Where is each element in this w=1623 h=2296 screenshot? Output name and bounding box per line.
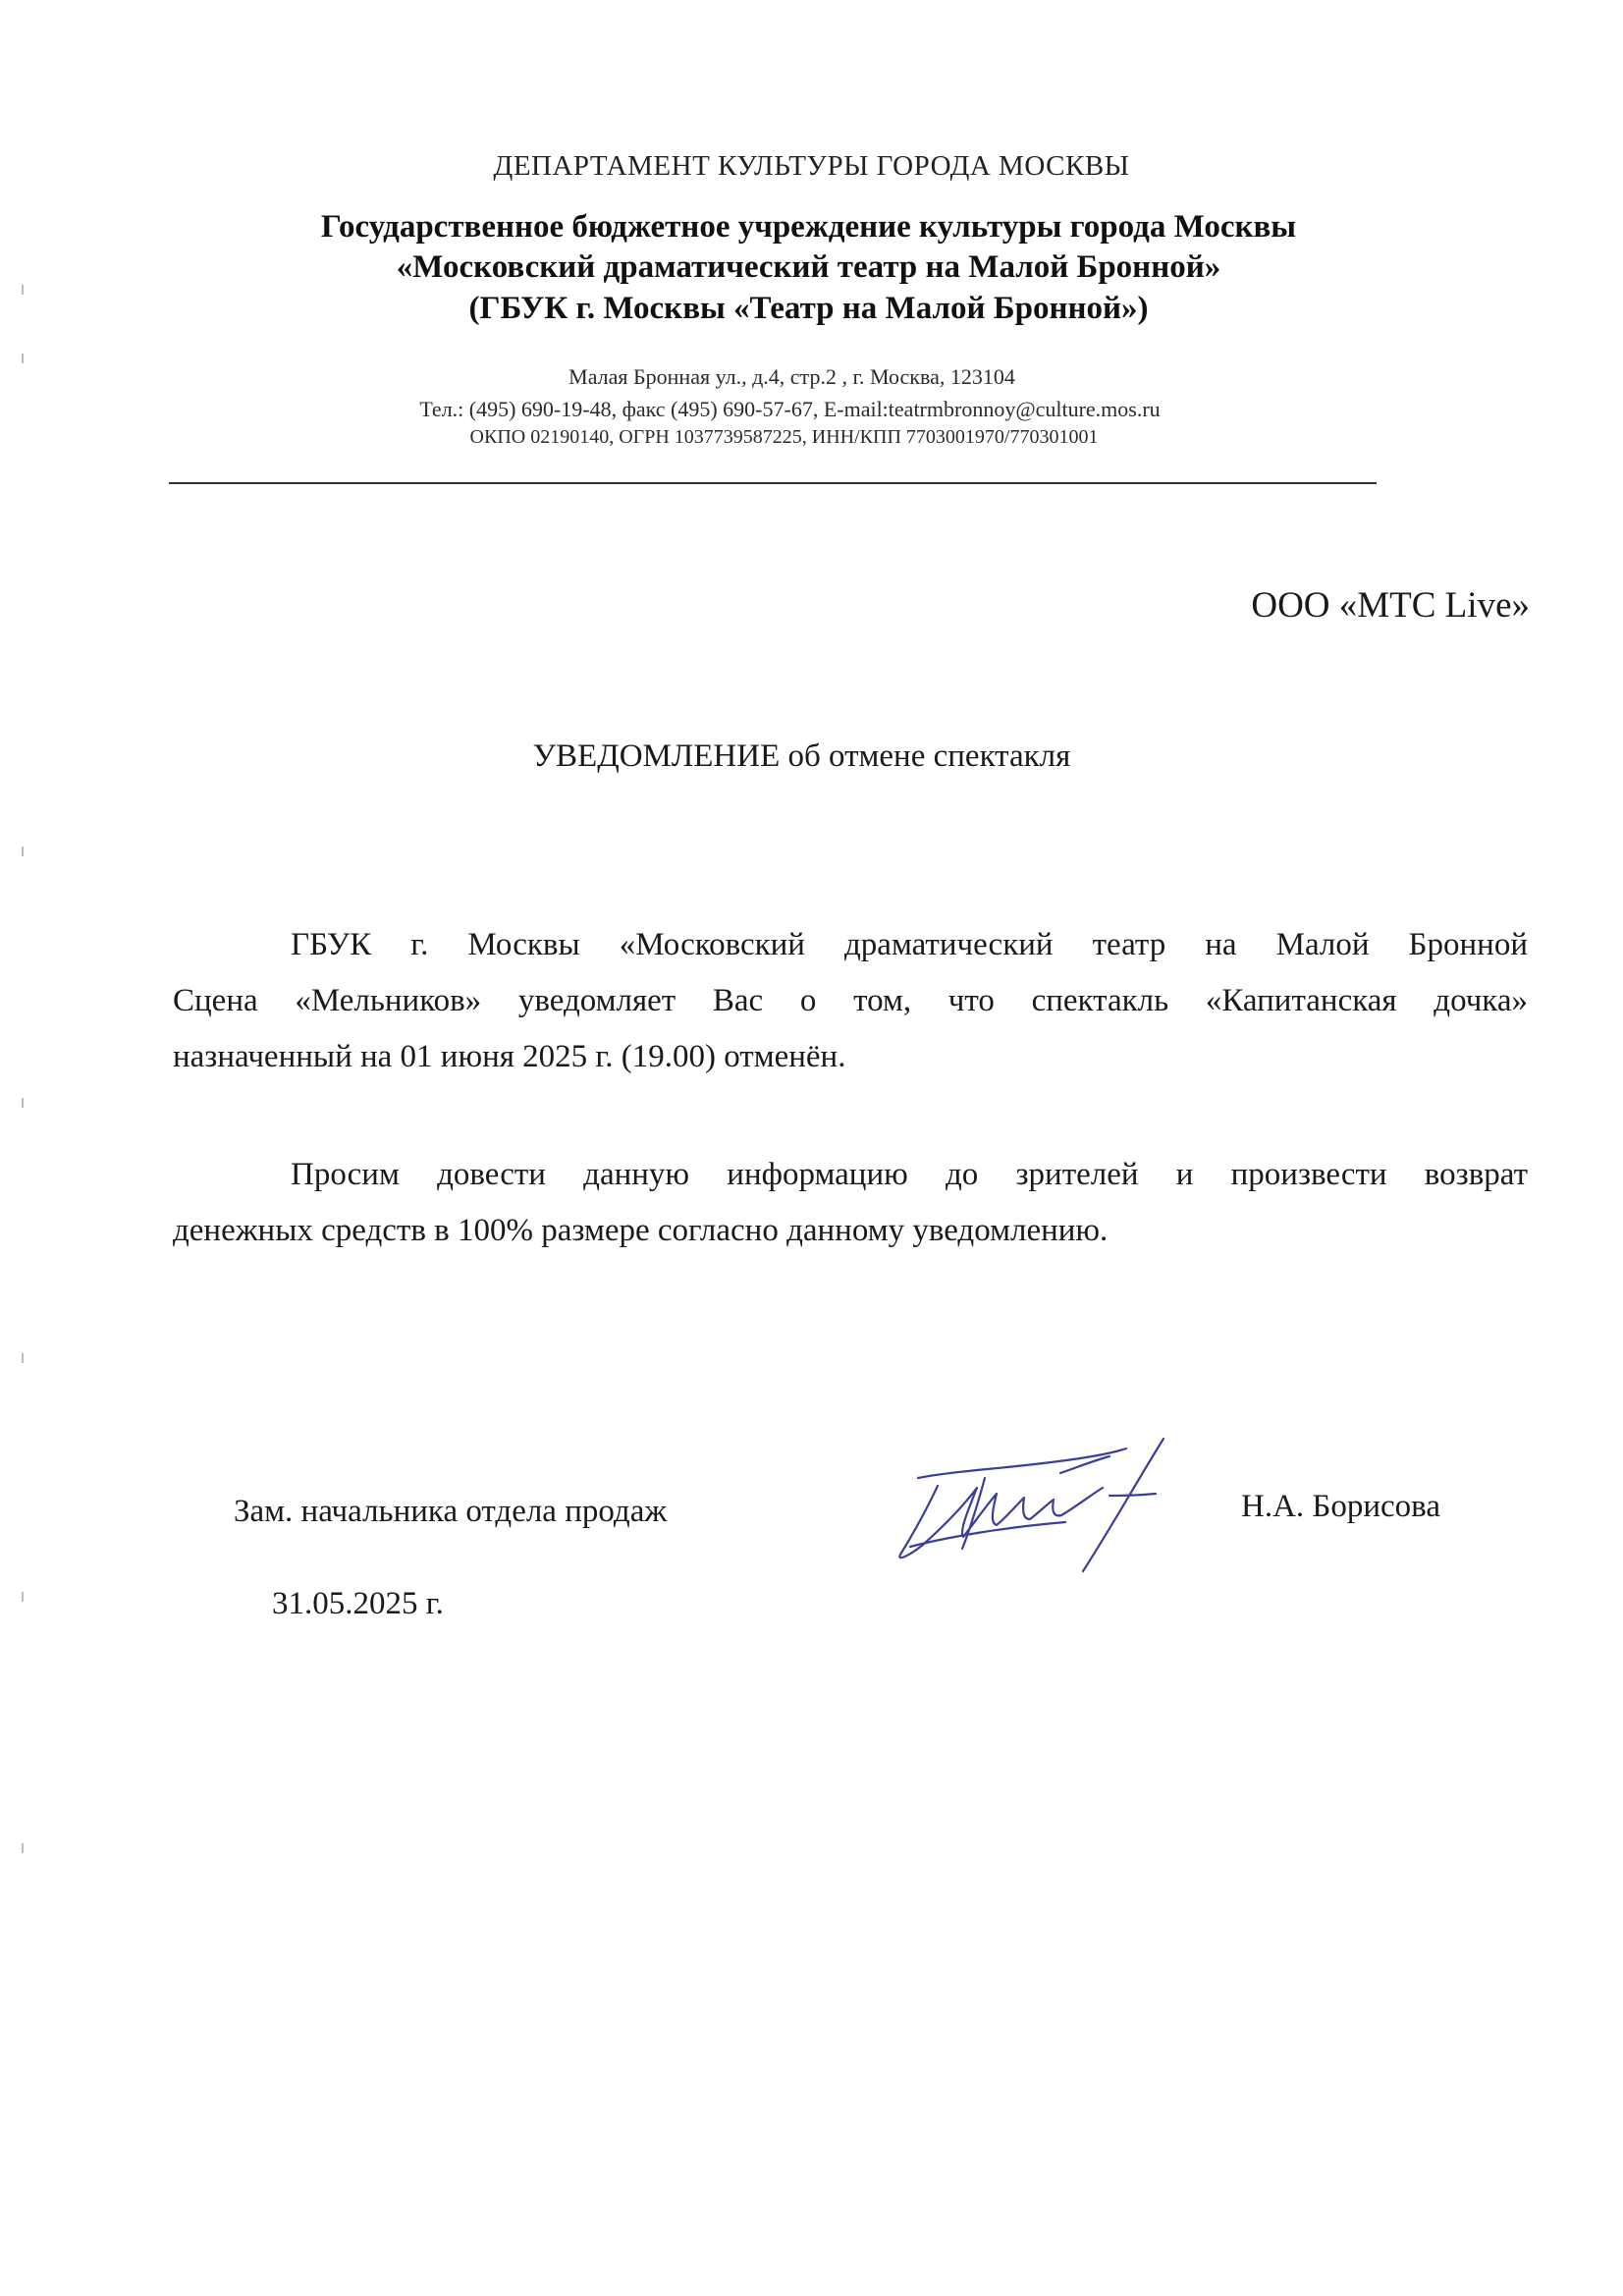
- paragraph-line: ГБУК г. Москвы «Московский драматический театр на Малой Бронной: [291, 927, 1528, 962]
- margin-mark: [22, 1843, 24, 1853]
- recipient: ООО «МТС Live»: [1251, 585, 1530, 626]
- organization-contacts: Тел.: (495) 690-19-48, факс (495) 690-57-67, E-mail:teatrmbronnoy@culture.mos.ru: [419, 397, 1161, 421]
- margin-mark: [22, 1592, 24, 1602]
- margin-mark: [22, 1098, 24, 1108]
- organization-address: Малая Бронная ул., д.4, стр.2 , г. Москва, 123104: [568, 364, 1015, 389]
- body-paragraph-1: [173, 917, 1528, 1085]
- organization-registry-codes: ОКПО 02190140, ОГРН 1037739587225, ИНН/КПП 7703001970/770301001: [469, 426, 1099, 448]
- signatory-position: Зам. начальника отдела продаж: [234, 1494, 668, 1529]
- margin-mark: [22, 847, 24, 856]
- signatory-name: Н.А. Борисова: [1241, 1489, 1440, 1524]
- margin-mark: [22, 1353, 24, 1363]
- organization-name-line-3: (ГБУК г. Москвы «Театр на Малой Бронной»): [468, 291, 1149, 326]
- department-heading: ДЕПАРТАМЕНТ КУЛЬТУРЫ ГОРОДА МОСКВЫ: [493, 150, 1130, 182]
- document-date: 31.05.2025 г.: [272, 1586, 444, 1621]
- paragraph-line: денежных средств в 100% размере согласно данному уведомлению.: [173, 1213, 1109, 1248]
- organization-name-line-2: «Московский драматический театр на Малой Бронной»: [396, 249, 1221, 285]
- letterhead-divider: [169, 482, 1377, 484]
- handwritten-signature: [869, 1429, 1222, 1586]
- paragraph-line: Просим довести данную информацию до зрителей и произвести возврат: [291, 1157, 1528, 1192]
- organization-name-line-1: Государственное бюджетное учреждение культуры города Москвы: [320, 209, 1297, 245]
- document-title: УВЕДОМЛЕНИЕ об отмене спектакля: [532, 738, 1071, 774]
- body-paragraph-2: [173, 1147, 1528, 1259]
- paragraph-line: Сцена «Мельников» уведомляет Вас о том, что спектакль «Капитанская дочка»: [173, 983, 1528, 1018]
- margin-mark: [22, 354, 24, 363]
- paragraph-line: назначенный на 01 июня 2025 г. (19.00) отменён.: [173, 1039, 846, 1074]
